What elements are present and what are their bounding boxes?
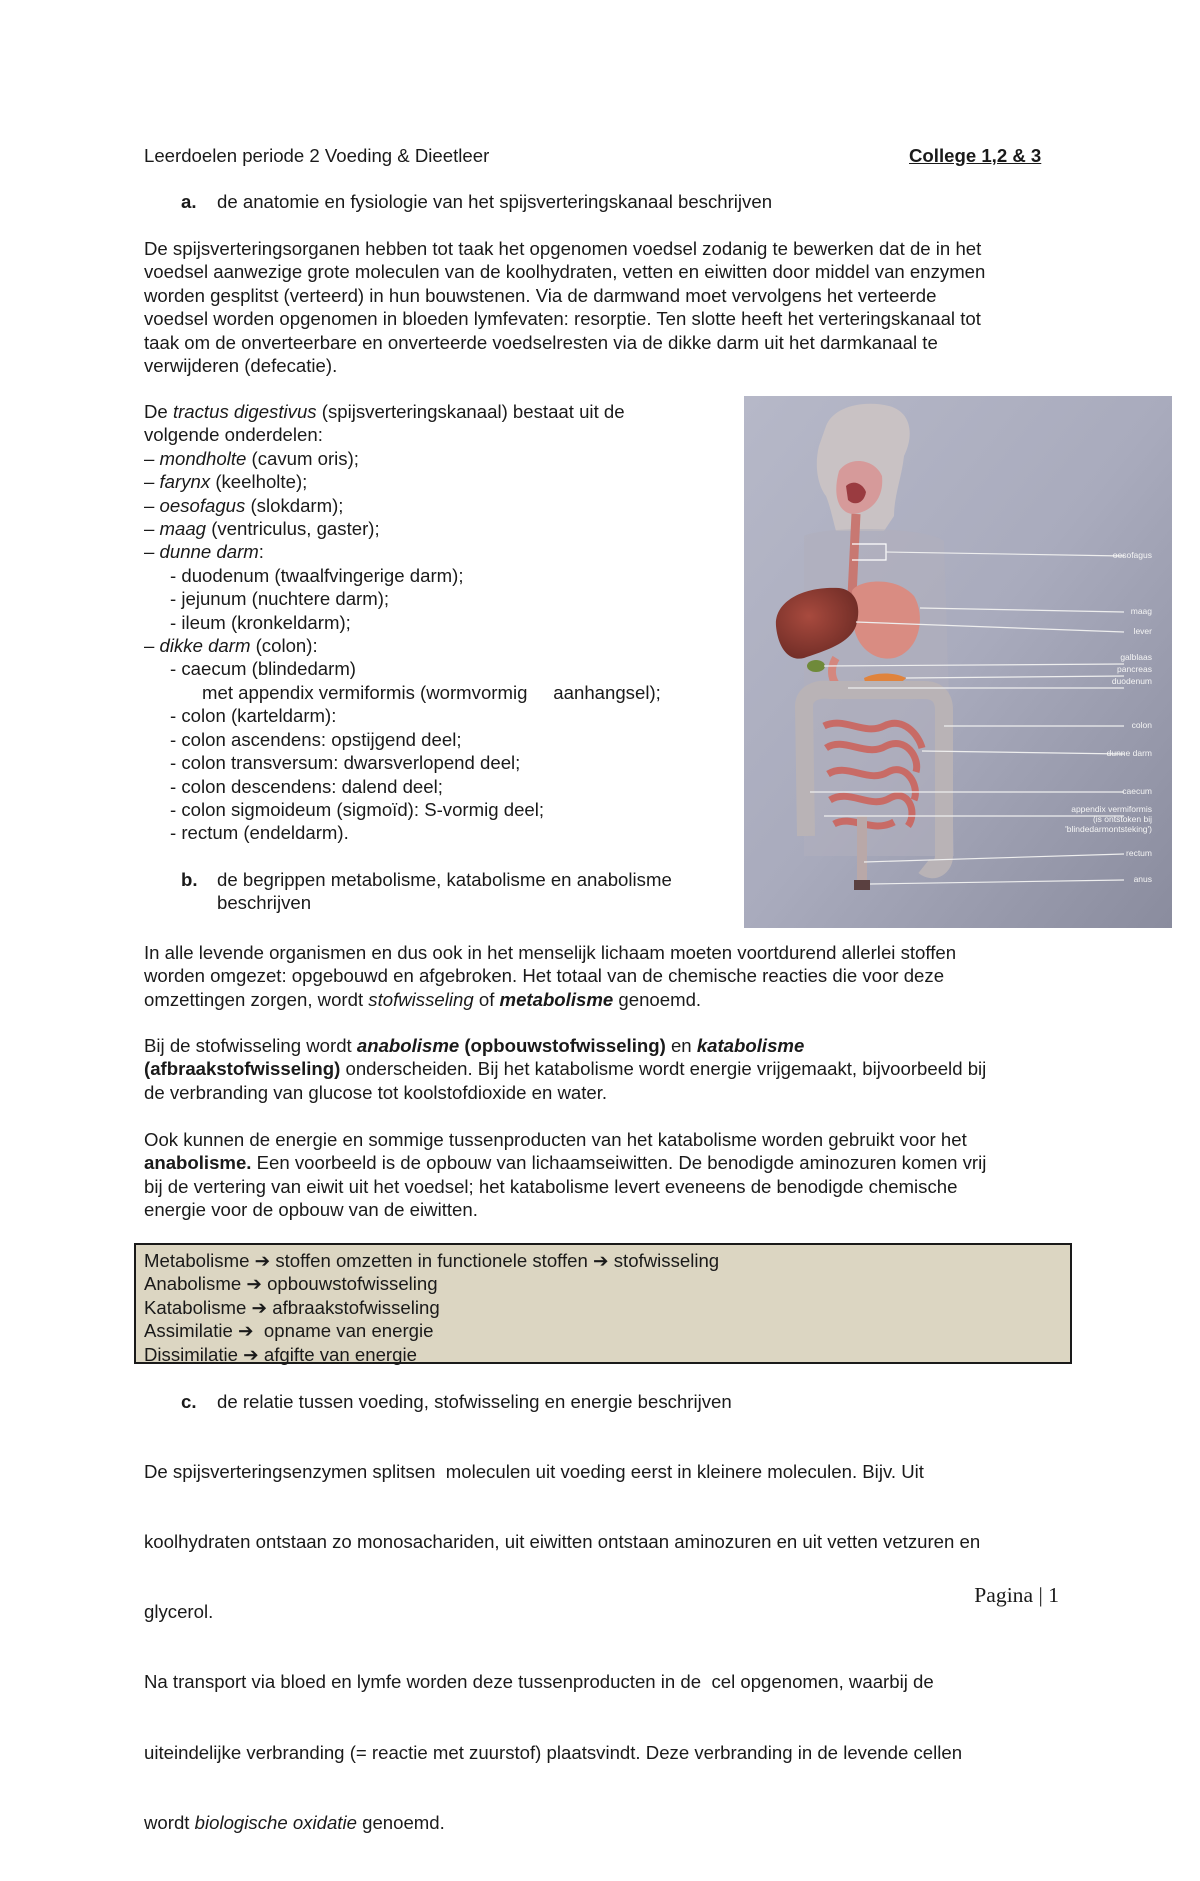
label-maag: maag [1130, 606, 1152, 616]
label-oesofagus: oesofagus [1112, 550, 1152, 560]
list-subitem: - ileum (kronkeldarm); [170, 611, 351, 633]
label-colon: colon [1131, 720, 1152, 730]
intro-paragraph [144, 237, 1074, 377]
para-line: Na transport via bloed en lymfe worden deze tussenproducten in de cel opgenomen, waarbij de [144, 1671, 934, 1693]
summary-box [134, 1243, 1072, 1364]
summary-line: Katabolisme ➔ afbraakstofwisseling [144, 1296, 440, 1318]
digestive-system-figure [744, 396, 1172, 928]
label-anus: anus [1133, 874, 1152, 884]
label-appendix: appendix vermiformis [1071, 804, 1152, 814]
goal-a [181, 190, 981, 214]
intro-line: voedsel worden opgenomen in bloeden lymfevaten: resorptie. Ten slotte heeft het verteringskanaal tot [144, 308, 981, 330]
tract-intro-line: De tractus digestivus (spijsverteringskanaal) bestaat uit de [144, 401, 625, 422]
para-line: wordt biologische oxidatie genoemd. [144, 1811, 445, 1833]
goal-c-text: de relatie tussen voeding, stofwisseling en energie beschrijven [217, 1391, 732, 1412]
summary-line: Dissimilatie ➔ afgifte van energie [144, 1343, 417, 1365]
para-line: (afbraakstofwisseling) onderscheiden. Bij het katabolisme wordt energie vrijgemaakt, bijvoorbeeld bij [144, 1058, 987, 1080]
list-subitem: - colon transversum: dwarsverlopend deel; [170, 752, 521, 774]
para-line: de verbranding van glucose tot koolstofdioxide en water. [144, 1081, 608, 1103]
para-line: anabolisme. Een voorbeeld is de opbouw van lichaamseiwitten. De benodigde aminozuren komen vrij [144, 1152, 987, 1174]
label-pancreas: pancreas [1117, 664, 1152, 674]
label-lever: lever [1133, 626, 1152, 636]
summary-line: Metabolisme ➔ stoffen omzetten in functionele stoffen ➔ stofwisseling [144, 1250, 720, 1271]
goal-a-mark: a. [181, 191, 197, 212]
anabolism-paragraph [144, 1034, 1074, 1104]
list-subitem: - colon (karteldarm): [170, 705, 337, 727]
summary-line: Assimilatie ➔ opname van energie [144, 1320, 434, 1342]
list-subitem: - duodenum (twaalfvingerige darm); [170, 564, 464, 586]
goal-b-text: de begrippen metabolisme, katabolisme en anabolisme beschrijven [217, 869, 672, 914]
intro-line: De spijsverteringsorganen hebben tot taak het opgenomen voedsel zodanig te bewerken dat de in het [144, 238, 982, 259]
para-line: glycerol. [144, 1601, 214, 1623]
list-subitem: met appendix vermiformis (wormvormig aanhangsel); [202, 681, 661, 703]
summary-line: Anabolisme ➔ opbouwstofwisseling [144, 1273, 438, 1295]
para-line: bij de vertering van eiwit uit het voedsel; het katabolisme levert eveneens de benodigde chemische [144, 1175, 958, 1197]
para-line: In alle levende organismen en dus ook in het menselijk lichaam moeten voortdurend allerlei stoffen [144, 942, 957, 963]
header-college: College 1,2 & 3 [909, 145, 1042, 166]
intro-line: worden gesplitst (verteerd) in hun bouwstenen. Via de darmwand moet vervolgens het verteerde [144, 284, 937, 306]
goal-c-mark: c. [181, 1391, 197, 1412]
list-item: – dunne darm: [144, 541, 264, 563]
list-item: – oesofagus (slokdarm); [144, 494, 344, 516]
list-subitem: - colon ascendens: opstijgend deel; [170, 728, 462, 750]
relation-paragraph [144, 1413, 1074, 1881]
para-line: uiteindelijke verbranding (= reactie met zuurstof) plaatsvindt. Deze verbranding in de levende cellen [144, 1741, 963, 1763]
goal-a-text: de anatomie en fysiologie van het spijsverteringskanaal beschrijven [217, 191, 773, 212]
intro-line: verwijderen (defecatie). [144, 355, 338, 377]
para-line: Bij de stofwisseling wordt anabolisme (opbouwstofwisseling) en katabolisme [144, 1035, 805, 1056]
goal-c [181, 1390, 981, 1414]
list-subitem: - colon sigmoideum (sigmoïd): S-vormig deel; [170, 798, 545, 820]
list-subitem: - caecum (blindedarm) [170, 658, 357, 680]
para-line: koolhydraten ontstaan zo monosachariden, uit eiwitten ontstaan aminozuren en uit vetten vetzuren en [144, 1531, 981, 1553]
label-galblaas: galblaas [1120, 652, 1152, 662]
label-appendix-note: 'blindedarmontsteking') [1065, 824, 1152, 834]
list-item: – farynx (keelholte); [144, 471, 308, 493]
para-line: De spijsverteringsenzymen splitsen moleculen uit voeding eerst in kleinere moleculen. Bijv. Uit [144, 1460, 924, 1482]
goal-b [181, 868, 741, 916]
energy-paragraph [144, 1128, 1074, 1222]
para-line: Ook kunnen de energie en sommige tussenproducten van het katabolisme worden gebruikt voor het [144, 1129, 967, 1150]
list-item: – maag (ventriculus, gaster); [144, 518, 380, 540]
list-subitem: - colon descendens: dalend deel; [170, 775, 443, 797]
intro-line: taak om de onverteerbare en onverteerde voedselresten via de dikke darm uit het darmkanaal te [144, 331, 938, 353]
intro-line: voedsel aanwezige grote moleculen van de koolhydraten, vetten en eiwitten door middel van enzymen [144, 261, 986, 283]
metabolism-paragraph [144, 941, 1074, 1011]
goal-b-mark: b. [181, 869, 198, 890]
list-subitem: - rectum (endeldarm). [170, 822, 349, 844]
list-subitem: - jejunum (nuchtere darm); [170, 588, 390, 610]
list-item: – mondholte (cavum oris); [144, 447, 359, 469]
label-appendix-note: (is ontstoken bij [1092, 814, 1152, 824]
header-title: Leerdoelen periode 2 Voeding & Dieetleer [144, 145, 490, 166]
list-item: – dikke darm (colon): [144, 635, 318, 657]
para-line: omzettingen zorgen, wordt stofwisseling of metabolisme genoemd. [144, 988, 702, 1010]
tract-list [144, 400, 734, 845]
tract-intro-line: volgende onderdelen: [144, 424, 323, 446]
para-line: energie voor de opbouw van de eiwitten. [144, 1199, 478, 1221]
label-caecum: caecum [1122, 786, 1152, 796]
para-line: worden omgezet: opgebouwd en afgebroken. Het totaal van de chemische reacties die voor deze [144, 965, 945, 987]
label-rectum: rectum [1126, 848, 1152, 858]
page-number: Pagina | 1 [974, 1583, 1059, 1607]
label-dunne-darm: dunne darm [1106, 748, 1152, 758]
label-duodenum: duodenum [1111, 676, 1152, 686]
